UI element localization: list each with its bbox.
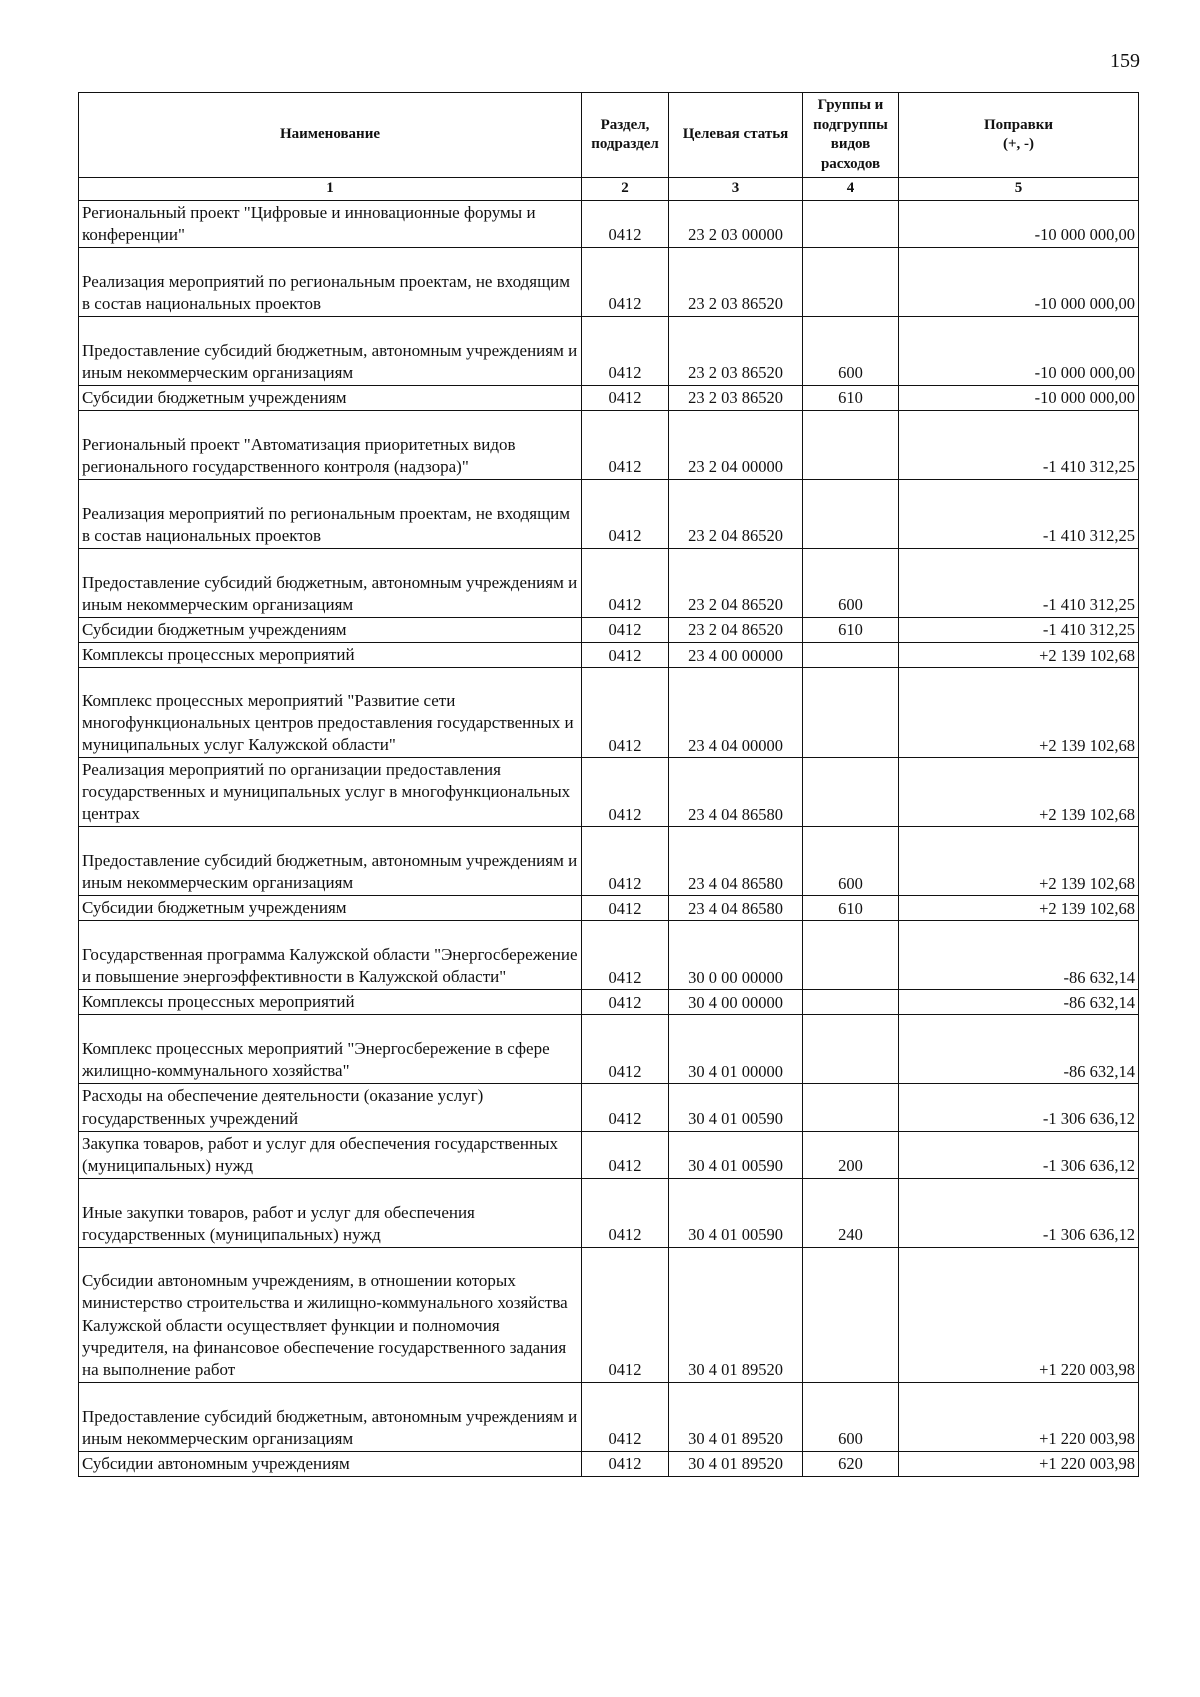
row-amount: -1 410 312,25	[899, 479, 1139, 548]
table-row	[79, 1178, 1139, 1247]
row-amount: -1 410 312,25	[899, 617, 1139, 642]
row-target-article: 23 4 04 86580	[669, 757, 803, 826]
row-amount: -1 410 312,25	[899, 410, 1139, 479]
row-name: Комплекс процессных мероприятий "Энергосбережение в сфере жилищно-коммунального хозяйства"	[79, 1015, 582, 1084]
row-amount: -86 632,14	[899, 1015, 1139, 1084]
page-number: 159	[1110, 50, 1140, 72]
table-row	[79, 990, 1139, 1015]
row-section: 0412	[582, 247, 669, 316]
row-expense-group: 600	[803, 316, 899, 385]
row-amount: -10 000 000,00	[899, 247, 1139, 316]
table-row	[79, 410, 1139, 479]
row-target-article: 23 2 04 86520	[669, 617, 803, 642]
table-row	[79, 1451, 1139, 1476]
table-row	[79, 1015, 1139, 1084]
header-amendments	[899, 93, 1139, 178]
row-expense-group	[803, 1015, 899, 1084]
row-section: 0412	[582, 827, 669, 896]
row-target-article: 23 2 03 00000	[669, 200, 803, 247]
row-section: 0412	[582, 548, 669, 617]
row-section: 0412	[582, 1247, 669, 1382]
row-name: Комплексы процессных мероприятий	[79, 642, 582, 667]
table-row	[79, 479, 1139, 548]
row-target-article: 23 4 04 86580	[669, 827, 803, 896]
row-section: 0412	[582, 1451, 669, 1476]
row-section: 0412	[582, 896, 669, 921]
column-number: 3	[669, 178, 803, 201]
row-amount: -10 000 000,00	[899, 316, 1139, 385]
row-expense-group: 600	[803, 1382, 899, 1451]
row-expense-group	[803, 1084, 899, 1131]
row-expense-group	[803, 410, 899, 479]
row-section: 0412	[582, 1382, 669, 1451]
row-expense-group: 240	[803, 1178, 899, 1247]
row-section: 0412	[582, 1015, 669, 1084]
row-target-article: 23 4 04 86580	[669, 896, 803, 921]
row-section: 0412	[582, 617, 669, 642]
row-amount: -1 410 312,25	[899, 548, 1139, 617]
row-amount: +1 220 003,98	[899, 1382, 1139, 1451]
header-target-article: Целевая статья	[669, 93, 803, 178]
row-section: 0412	[582, 316, 669, 385]
row-expense-group	[803, 921, 899, 990]
row-name: Комплексы процессных мероприятий	[79, 990, 582, 1015]
row-target-article: 30 4 01 89520	[669, 1382, 803, 1451]
row-amount: -86 632,14	[899, 921, 1139, 990]
table-header-row	[79, 93, 1139, 178]
row-expense-group	[803, 1247, 899, 1382]
row-expense-group	[803, 990, 899, 1015]
row-name: Региональный проект "Автоматизация приоритетных видов регионального государственного контроля (надзора)"	[79, 410, 582, 479]
table-row	[79, 642, 1139, 667]
column-number: 1	[79, 178, 582, 201]
row-name: Предоставление субсидий бюджетным, автономным учреждениям и иным некоммерческим организациям	[79, 548, 582, 617]
row-target-article: 23 4 04 00000	[669, 667, 803, 757]
row-name: Региональный проект "Цифровые и инновационные форумы и конференции"	[79, 200, 582, 247]
row-section: 0412	[582, 667, 669, 757]
row-target-article: 30 4 01 00590	[669, 1084, 803, 1131]
column-number: 2	[582, 178, 669, 201]
row-target-article: 23 2 03 86520	[669, 316, 803, 385]
row-target-article: 23 2 03 86520	[669, 385, 803, 410]
header-amendments-title: Поправки	[983, 116, 1054, 133]
row-name: Субсидии автономным учреждениям, в отношении которых министерство строительства и жилищно-коммунального хозяйства Калужской области осуществляет функции и полномочия учредителя, на финансовое обеспечение государственного задания на выполнение работ	[79, 1247, 582, 1382]
row-amount: +2 139 102,68	[899, 827, 1139, 896]
row-name: Реализация мероприятий по региональным проектам, не входящим в состав национальных проектов	[79, 479, 582, 548]
row-amount: -1 306 636,12	[899, 1131, 1139, 1178]
row-name: Закупка товаров, работ и услуг для обеспечения государственных (муниципальных) нужд	[79, 1131, 582, 1178]
row-amount: -10 000 000,00	[899, 385, 1139, 410]
header-name: Наименование	[79, 93, 582, 178]
row-name: Субсидии бюджетным учреждениям	[79, 385, 582, 410]
row-section: 0412	[582, 479, 669, 548]
row-section: 0412	[582, 921, 669, 990]
table-row	[79, 617, 1139, 642]
row-target-article: 30 0 00 00000	[669, 921, 803, 990]
table-row	[79, 548, 1139, 617]
row-expense-group	[803, 200, 899, 247]
table-row	[79, 316, 1139, 385]
row-expense-group	[803, 642, 899, 667]
row-section: 0412	[582, 385, 669, 410]
column-number: 4	[803, 178, 899, 201]
row-expense-group: 610	[803, 896, 899, 921]
row-name: Реализация мероприятий по организации предоставления государственных и муниципальных услуг в многофункциональных центрах	[79, 757, 582, 826]
row-target-article: 30 4 00 00000	[669, 990, 803, 1015]
row-expense-group	[803, 667, 899, 757]
row-section: 0412	[582, 410, 669, 479]
row-amount: +2 139 102,68	[899, 642, 1139, 667]
table-row	[79, 757, 1139, 826]
row-section: 0412	[582, 990, 669, 1015]
row-amount: +1 220 003,98	[899, 1247, 1139, 1382]
table-row	[79, 1084, 1139, 1131]
table-row	[79, 1382, 1139, 1451]
row-name: Предоставление субсидий бюджетным, автономным учреждениям и иным некоммерческим организациям	[79, 1382, 582, 1451]
header-section: Раздел, подраздел	[582, 93, 669, 178]
table-row	[79, 1131, 1139, 1178]
row-target-article: 23 2 03 86520	[669, 247, 803, 316]
row-amount: -10 000 000,00	[899, 200, 1139, 247]
row-section: 0412	[582, 642, 669, 667]
row-target-article: 30 4 01 89520	[669, 1247, 803, 1382]
row-name: Государственная программа Калужской области "Энергосбережение и повышение энергоэффективности в Калужской области"	[79, 921, 582, 990]
row-amount: +2 139 102,68	[899, 667, 1139, 757]
row-name: Субсидии бюджетным учреждениям	[79, 617, 582, 642]
row-target-article: 30 4 01 00000	[669, 1015, 803, 1084]
row-amount: -1 306 636,12	[899, 1084, 1139, 1131]
budget-amendments-table	[78, 92, 1139, 1477]
row-expense-group	[803, 757, 899, 826]
row-amount: -1 306 636,12	[899, 1178, 1139, 1247]
header-amendments-sign: (+, -)	[1002, 136, 1035, 152]
row-name: Предоставление субсидий бюджетным, автономным учреждениям и иным некоммерческим организациям	[79, 316, 582, 385]
row-amount: +2 139 102,68	[899, 896, 1139, 921]
table-row	[79, 827, 1139, 896]
row-expense-group: 600	[803, 548, 899, 617]
row-name: Иные закупки товаров, работ и услуг для обеспечения государственных (муниципальных) нужд	[79, 1178, 582, 1247]
column-number: 5	[899, 178, 1139, 201]
row-target-article: 23 2 04 86520	[669, 548, 803, 617]
header-expense-groups: Группы и подгруппы видов расходов	[803, 93, 899, 178]
row-section: 0412	[582, 1178, 669, 1247]
row-name: Предоставление субсидий бюджетным, автономным учреждениям и иным некоммерческим организациям	[79, 827, 582, 896]
row-amount: -86 632,14	[899, 990, 1139, 1015]
row-section: 0412	[582, 757, 669, 826]
table-row	[79, 921, 1139, 990]
row-expense-group: 600	[803, 827, 899, 896]
table-row	[79, 385, 1139, 410]
table-row	[79, 667, 1139, 757]
table-row	[79, 200, 1139, 247]
row-expense-group: 200	[803, 1131, 899, 1178]
table-row	[79, 1247, 1139, 1382]
row-expense-group	[803, 479, 899, 548]
row-section: 0412	[582, 1131, 669, 1178]
row-expense-group: 610	[803, 385, 899, 410]
row-expense-group: 620	[803, 1451, 899, 1476]
row-name: Субсидии бюджетным учреждениям	[79, 896, 582, 921]
table-row	[79, 896, 1139, 921]
row-target-article: 30 4 01 89520	[669, 1451, 803, 1476]
row-section: 0412	[582, 200, 669, 247]
row-name: Комплекс процессных мероприятий "Развитие сети многофункциональных центров предоставления государственных и муниципальных услуг Калужской области"	[79, 667, 582, 757]
row-name: Субсидии автономным учреждениям	[79, 1451, 582, 1476]
row-expense-group	[803, 247, 899, 316]
row-target-article: 23 2 04 86520	[669, 479, 803, 548]
row-amount: +1 220 003,98	[899, 1451, 1139, 1476]
row-expense-group: 610	[803, 617, 899, 642]
row-name: Реализация мероприятий по региональным проектам, не входящим в состав национальных проектов	[79, 247, 582, 316]
column-number-row	[79, 178, 1139, 201]
row-target-article: 30 4 01 00590	[669, 1131, 803, 1178]
row-name: Расходы на обеспечение деятельности (оказание услуг) государственных учреждений	[79, 1084, 582, 1131]
row-target-article: 23 2 04 00000	[669, 410, 803, 479]
table-row	[79, 247, 1139, 316]
row-section: 0412	[582, 1084, 669, 1131]
row-target-article: 30 4 01 00590	[669, 1178, 803, 1247]
row-target-article: 23 4 00 00000	[669, 642, 803, 667]
row-amount: +2 139 102,68	[899, 757, 1139, 826]
